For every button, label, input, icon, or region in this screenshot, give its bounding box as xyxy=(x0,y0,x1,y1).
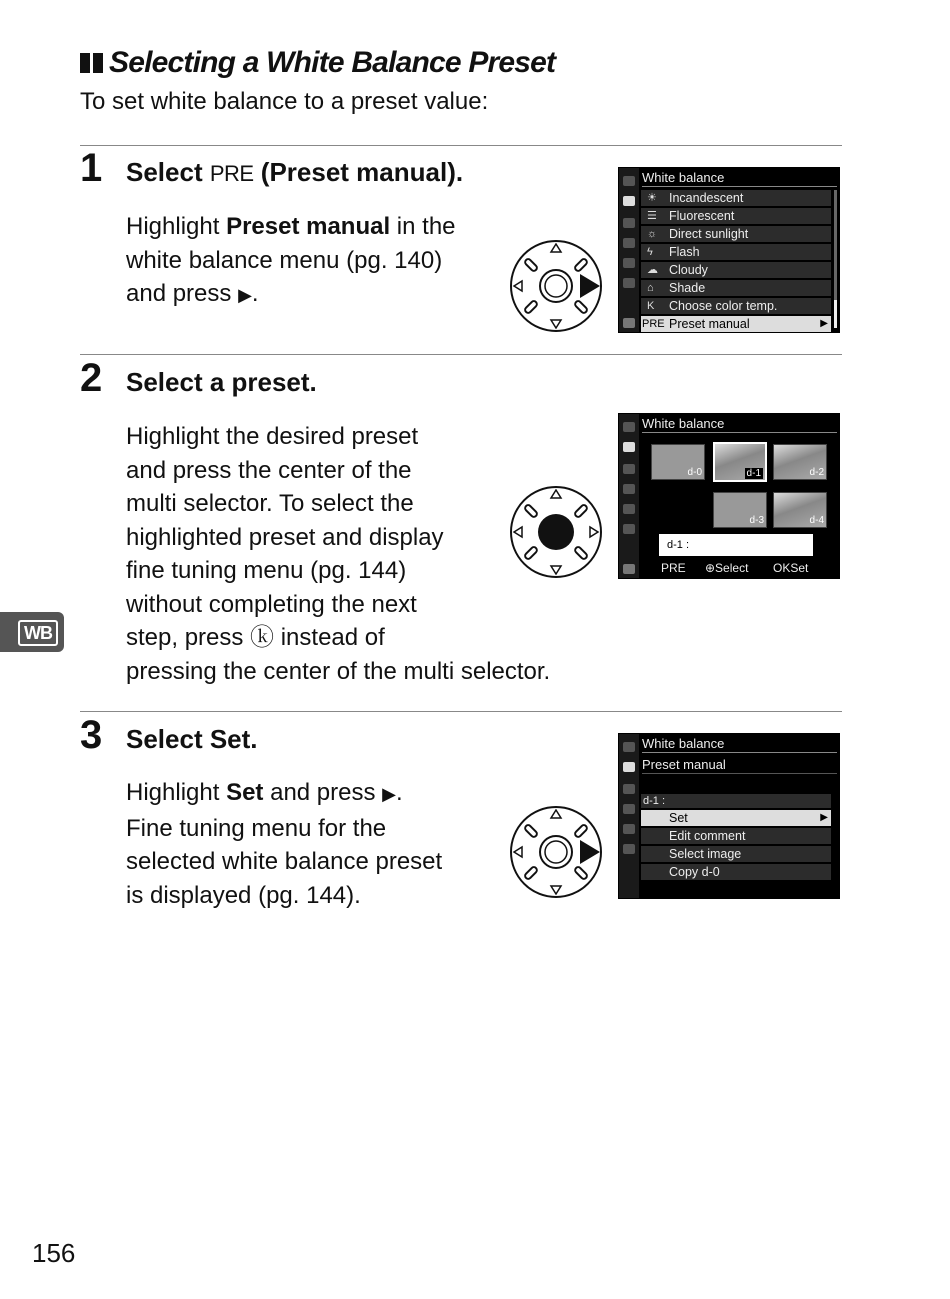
menu-item[interactable] xyxy=(641,244,831,260)
step-body xyxy=(126,210,456,313)
menu-item-label: Incandescent xyxy=(669,191,744,205)
pencil-icon xyxy=(623,464,635,474)
menu-item-label: Copy d-0 xyxy=(669,865,720,879)
text-bold: Set xyxy=(226,779,264,806)
step-heading-suffix: . xyxy=(250,724,258,754)
menu-item-label: Choose color temp. xyxy=(669,299,778,313)
divider xyxy=(80,145,842,146)
screen-subtitle: Preset manual xyxy=(642,756,837,774)
text: in the xyxy=(390,213,456,240)
right-arrow-icon: ▶ xyxy=(238,285,252,305)
text: Highlight the desired preset xyxy=(126,423,419,450)
retouch-icon xyxy=(623,824,635,834)
text: pressing the center of the multi selector. xyxy=(126,657,551,685)
text: Highlight xyxy=(126,213,227,240)
help-icon xyxy=(623,564,635,574)
menu-item-label: Flash xyxy=(669,245,700,259)
thumbnail-label: d-4 xyxy=(809,515,824,526)
thumbnail-label: d-0 xyxy=(687,467,702,478)
menu-item[interactable] xyxy=(641,226,831,242)
preset-thumbnail-selected[interactable] xyxy=(713,442,767,482)
step-heading-prefix: Select xyxy=(126,724,210,754)
menu-item[interactable] xyxy=(641,846,831,862)
help-icon xyxy=(623,318,635,328)
pencil-icon xyxy=(623,218,635,228)
pre-icon: PRE xyxy=(642,318,665,330)
screen-title: White balance xyxy=(642,415,837,433)
menu-item-label: Select image xyxy=(669,847,742,861)
menu-item-selected[interactable] xyxy=(641,810,831,826)
step-number: 1 xyxy=(80,146,103,190)
camera-screen-preset-manual xyxy=(618,733,840,899)
footer-set: OKSet xyxy=(773,561,809,575)
recent-icon xyxy=(623,844,635,854)
text: multi selector. To select the xyxy=(126,490,414,517)
screen-footer xyxy=(641,560,837,576)
text: white balance menu (pg. 140) xyxy=(126,246,443,274)
divider xyxy=(80,354,842,355)
text: and press xyxy=(263,779,383,806)
chapter-tab xyxy=(0,612,64,652)
kelvin-icon: K xyxy=(647,300,655,312)
step-heading xyxy=(126,157,463,188)
chevron-right-icon: ▶ xyxy=(820,318,828,329)
fluorescent-icon: ☰ xyxy=(647,210,657,222)
preset-row: d-1 : xyxy=(641,794,831,808)
comment-field: d-1 : xyxy=(659,534,813,556)
menu-item-label: Edit comment xyxy=(669,829,746,843)
sun-icon: ☼ xyxy=(647,228,658,240)
playback-icon xyxy=(623,422,635,432)
text-bold: Preset manual xyxy=(226,213,391,240)
menu-item[interactable] xyxy=(641,864,831,880)
section-title-text: Selecting a White Balance Preset xyxy=(109,46,556,79)
text: . xyxy=(251,280,259,307)
camera-screen-preset-select xyxy=(618,413,840,579)
multi-selector-right-icon xyxy=(508,804,604,900)
cloud-icon: ☁ xyxy=(647,264,658,276)
text: step, press ⓚ instead of xyxy=(126,624,385,651)
step-heading-bold: (Preset manual). xyxy=(253,157,464,187)
thumbnail-label: d-2 xyxy=(809,467,824,478)
flash-icon: ϟ xyxy=(647,246,653,258)
wb-icon: WB xyxy=(18,620,58,646)
step-heading: Select a preset. xyxy=(126,367,317,397)
menu-item[interactable] xyxy=(641,262,831,278)
intro-text: To set white balance to a preset value: xyxy=(80,88,489,115)
step-heading-prefix: Select xyxy=(126,157,210,187)
camera-icon xyxy=(623,196,635,206)
step-heading-bold: Set xyxy=(209,724,251,754)
recent-icon xyxy=(623,524,635,534)
wrench-icon xyxy=(623,804,635,814)
step-body xyxy=(126,776,442,912)
step-number: 2 xyxy=(80,356,103,400)
menu-sidebar xyxy=(619,414,639,578)
multi-selector-right-icon xyxy=(508,238,604,334)
camera-icon xyxy=(623,762,635,772)
menu-item-label: Shade xyxy=(669,281,706,295)
preset-thumbnail[interactable] xyxy=(773,444,827,480)
text: fine tuning menu (pg. 144) xyxy=(126,557,407,584)
page-number: 156 xyxy=(32,1238,76,1268)
chevron-right-icon: ▶ xyxy=(820,812,828,823)
bullet-square-icon xyxy=(80,53,90,73)
text: selected white balance preset xyxy=(126,848,443,875)
menu-item[interactable] xyxy=(641,828,831,844)
menu-sidebar xyxy=(619,734,639,898)
retouch-icon xyxy=(623,258,635,268)
wrench-icon xyxy=(623,484,635,494)
pencil-icon xyxy=(623,784,635,794)
thumbnail-label: d-3 xyxy=(749,515,764,526)
text: and press xyxy=(126,280,239,307)
menu-item-selected[interactable] xyxy=(641,316,831,332)
menu-item[interactable] xyxy=(641,190,831,206)
menu-item-label: Set xyxy=(669,811,688,825)
divider xyxy=(80,711,842,712)
section-title xyxy=(80,46,555,80)
screen-title: White balance xyxy=(642,169,837,187)
wrench-icon xyxy=(623,238,635,248)
text: highlighted preset and display xyxy=(126,523,444,551)
camera-screen-white-balance-menu xyxy=(618,167,840,333)
playback-icon xyxy=(623,176,635,186)
menu-item-label: Fluorescent xyxy=(669,209,735,223)
menu-item-label: Cloudy xyxy=(669,263,708,277)
text: Highlight xyxy=(126,779,227,806)
preset-thumbnail[interactable] xyxy=(713,492,767,528)
menu-item-label: Preset manual xyxy=(669,317,750,331)
step-number: 3 xyxy=(80,713,103,757)
preset-thumbnail[interactable] xyxy=(651,444,705,480)
bullet-square-icon xyxy=(93,53,103,73)
preset-thumbnail[interactable] xyxy=(773,492,827,528)
multi-selector-center-icon xyxy=(508,484,604,580)
footer-pre: PRE xyxy=(661,561,686,575)
menu-item[interactable] xyxy=(641,208,831,224)
menu-item[interactable] xyxy=(641,280,831,296)
step-body xyxy=(126,420,550,688)
incandescent-icon: ☀ xyxy=(647,192,657,204)
shade-icon: ⌂ xyxy=(647,282,654,294)
menu-sidebar xyxy=(619,168,639,332)
menu-item[interactable] xyxy=(641,298,831,314)
step-heading xyxy=(126,724,258,755)
text: . xyxy=(396,779,403,806)
text: is displayed (pg. 144). xyxy=(126,881,361,909)
pre-label: PRE xyxy=(209,161,254,186)
playback-icon xyxy=(623,742,635,752)
text: and press the center of the xyxy=(126,456,412,484)
retouch-icon xyxy=(623,504,635,514)
camera-icon xyxy=(623,442,635,452)
text: without completing the next xyxy=(126,590,417,618)
scrollbar xyxy=(834,190,837,328)
recent-icon xyxy=(623,278,635,288)
menu-item-label: Direct sunlight xyxy=(669,227,749,241)
screen-title: White balance xyxy=(642,735,837,753)
thumbnail-label: d-1 xyxy=(746,468,761,479)
footer-select: ⊕Select xyxy=(705,561,749,575)
text: Fine tuning menu for the xyxy=(126,814,387,842)
right-arrow-icon: ▶ xyxy=(382,784,396,804)
